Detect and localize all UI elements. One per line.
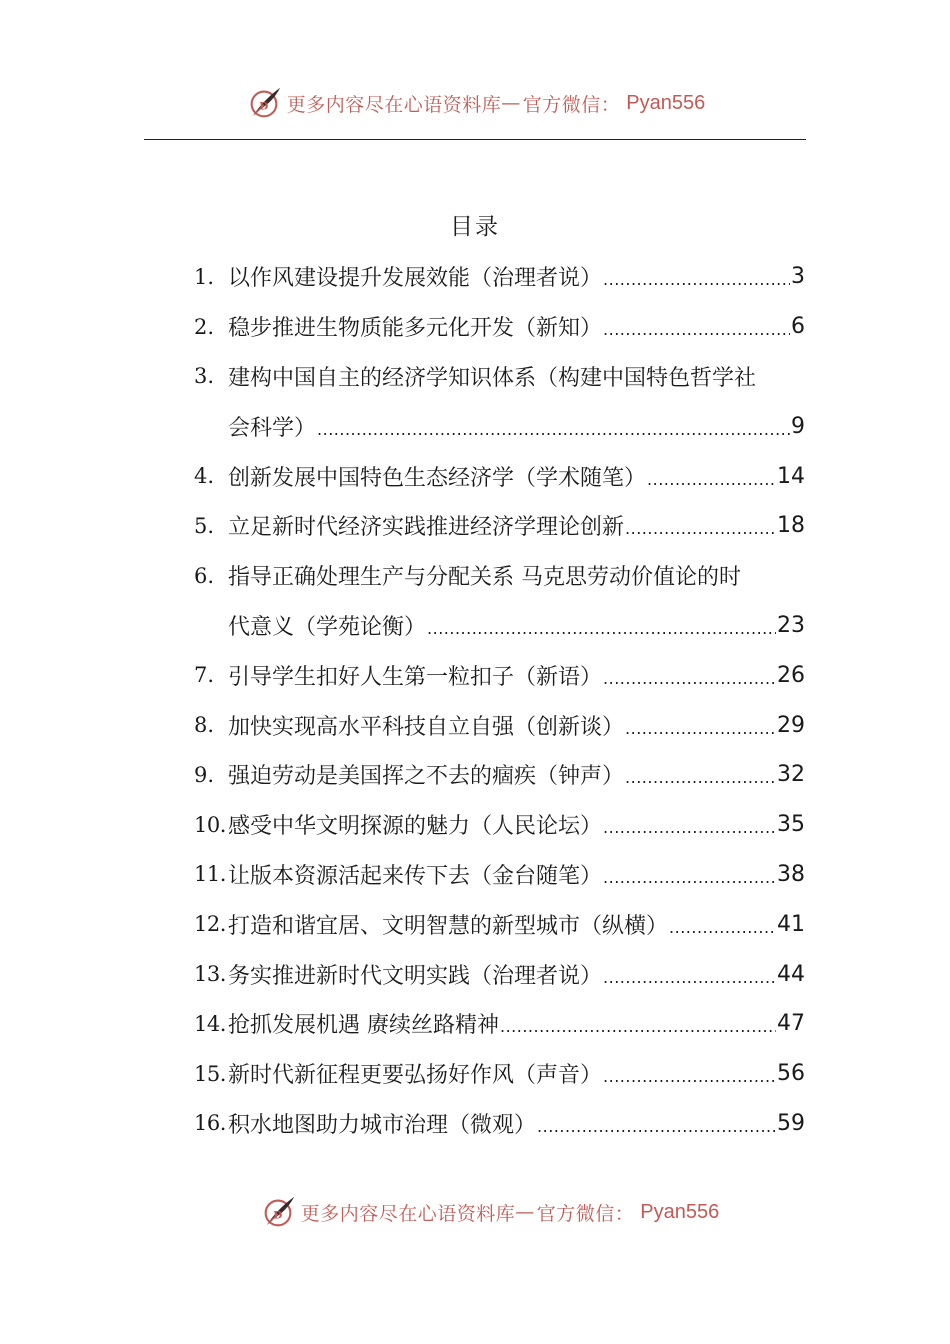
toc-entry-title: 加快实现高水平科技自立自强（创新谈） (228, 714, 625, 740)
banner-wechat-id: Pyan556 (626, 91, 706, 114)
toc-entry-11[interactable] (194, 850, 805, 900)
toc-leader-dots (647, 464, 776, 489)
toc-entry-number: 12. (194, 912, 226, 937)
banner-slogan: 更多内容尽在心语资料库 (286, 93, 502, 116)
toc-entry-title: 以作风建设提升发展效能（治理者说） (228, 266, 603, 292)
toc-leader-dots (625, 762, 776, 787)
toc-entry-title: 创新发展中国特色生态经济学（学术随笔） (228, 465, 647, 491)
toc-entry-number: 4. (194, 464, 215, 489)
toc-leader-dots (603, 264, 790, 289)
banner-slogan: 更多内容尽在心语资料库 (300, 1202, 516, 1225)
toc-leader-dots (427, 613, 776, 638)
toc-leader-dots (603, 663, 776, 688)
toc-entry-number: 14. (194, 1011, 226, 1036)
toc-entry-number: 3. (194, 364, 215, 389)
toc-entry-page: 18 (777, 513, 805, 539)
toc-leader-dots (317, 414, 790, 439)
toc-entry-14[interactable] (194, 999, 805, 1049)
toc-entry-page: 26 (777, 662, 805, 688)
toc-entry-number: 15. (194, 1061, 226, 1086)
toc-entry-title: 稳步推进生物质能多元化开发（新知） (228, 316, 603, 342)
toc-entry-number: 16. (194, 1111, 226, 1136)
toc-leader-dots (500, 1011, 776, 1036)
toc-entry-page: 59 (777, 1110, 805, 1136)
toc-entry-page: 41 (777, 911, 805, 937)
toc-entry-title: 指导正确处理生产与分配关系 马克思劳动价值论的时 (228, 565, 741, 591)
toc-leader-dots (669, 912, 776, 937)
toc-leader-dots (537, 1111, 776, 1136)
toc-entry-page: 29 (777, 712, 805, 738)
toc-entry-number: 7. (194, 663, 215, 688)
toc-entry-number: 10. (194, 812, 226, 837)
table-of-contents (194, 252, 805, 1148)
toc-entry-15[interactable] (194, 1049, 805, 1099)
toc-entry-1[interactable] (194, 252, 805, 302)
toc-entry-number: 2. (194, 314, 215, 339)
banner-dash: — (515, 1201, 535, 1223)
toc-entry-title: 感受中华文明探源的魅力（人民论坛） (228, 814, 603, 840)
toc-entry-13[interactable] (194, 949, 805, 999)
toc-entry-page: 56 (777, 1061, 805, 1087)
toc-entry-number: 5. (194, 513, 215, 538)
toc-entry-9[interactable] (194, 750, 805, 800)
toc-entry-title: 务实推进新时代文明实践（治理者说） (228, 963, 603, 989)
toc-entry-number: 11. (194, 862, 226, 887)
toc-entry-4[interactable] (194, 451, 805, 501)
toc-entry-page: 32 (777, 762, 805, 788)
toc-entry-number: 9. (194, 762, 215, 787)
toc-entry-page: 44 (777, 961, 805, 987)
toc-entry-number: 13. (194, 962, 226, 987)
toc-entry-page: 3 (791, 264, 805, 290)
toc-entry-page: 38 (777, 861, 805, 887)
toc-entry-title-continued: 代意义（学苑论衡） (228, 614, 427, 640)
toc-leader-dots (603, 1061, 776, 1086)
toc-entry-title: 建构中国自主的经济学知识体系（构建中国特色哲学社 (228, 365, 757, 391)
toc-entry-page: 9 (791, 413, 805, 439)
svg-text:D: D (259, 100, 269, 113)
toc-entry-5[interactable] (194, 501, 805, 551)
toc-entry-page: 23 (777, 612, 805, 638)
toc-entry-title-continued: 会科学） (228, 415, 317, 441)
quill-logo-icon (245, 84, 283, 122)
toc-entry-16[interactable] (194, 1099, 805, 1149)
toc-entry-6-continued[interactable] (194, 601, 805, 651)
toc-entry-3-continued[interactable] (194, 401, 805, 451)
toc-entry-page: 35 (777, 812, 805, 838)
banner-dash: — (501, 92, 521, 114)
toc-leader-dots (603, 314, 790, 339)
toc-entry-number: 1. (194, 264, 215, 289)
toc-entry-number: 8. (194, 713, 215, 738)
banner-wechat-label: 官方微信： (536, 1202, 635, 1225)
toc-entry-page: 6 (791, 314, 805, 340)
toc-entry-number: 6. (194, 563, 215, 588)
toc-leader-dots (625, 513, 776, 538)
header-divider (144, 139, 806, 140)
toc-entry-page: 14 (777, 463, 805, 489)
header-banner (0, 83, 950, 123)
toc-entry-12[interactable] (194, 899, 805, 949)
toc-entry-8[interactable] (194, 700, 805, 750)
toc-entry-6[interactable] (194, 551, 805, 601)
banner-wechat-label: 官方微信： (522, 93, 621, 116)
toc-entry-3[interactable] (194, 352, 805, 402)
toc-entry-10[interactable] (194, 800, 805, 850)
toc-entry-page: 47 (777, 1011, 805, 1037)
quill-logo-icon (259, 1193, 297, 1231)
toc-leader-dots (603, 862, 776, 887)
toc-entry-title: 立足新时代经济实践推进经济学理论创新 (228, 515, 625, 541)
toc-leader-dots (603, 962, 776, 987)
toc-entry-title: 抢抓发展机遇 赓续丝路精神 (228, 1013, 499, 1039)
toc-entry-title: 新时代新征程更要弘扬好作风（声音） (228, 1063, 603, 1089)
toc-leader-dots (625, 713, 776, 738)
toc-entry-title: 强迫劳动是美国挥之不去的痼疾（钟声） (228, 764, 625, 790)
toc-entry-2[interactable] (194, 302, 805, 352)
toc-entry-title: 打造和谐宜居、文明智慧的新型城市（纵横） (228, 913, 669, 939)
toc-entry-title: 积水地图助力城市治理（微观） (228, 1112, 537, 1138)
svg-text:D: D (273, 1209, 283, 1222)
banner-wechat-id: Pyan556 (640, 1200, 720, 1223)
toc-entry-7[interactable] (194, 650, 805, 700)
toc-title: 目录 (450, 214, 500, 240)
toc-leader-dots (603, 812, 776, 837)
footer-banner (0, 1192, 950, 1232)
toc-entry-title: 引导学生扣好人生第一粒扣子（新语） (228, 664, 603, 690)
toc-entry-title: 让版本资源活起来传下去（金台随笔） (228, 863, 603, 889)
